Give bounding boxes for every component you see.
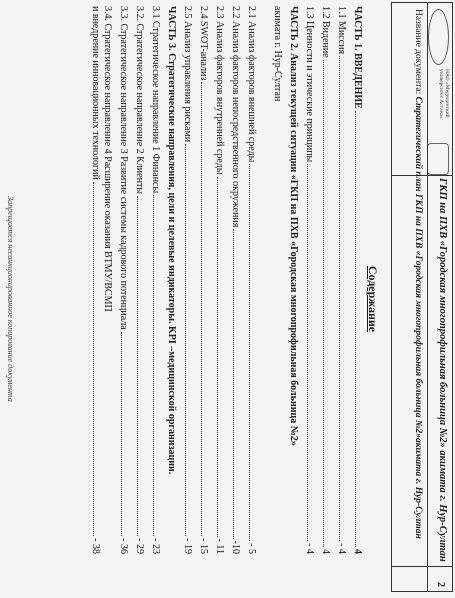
toc-entry (213, 6, 225, 554)
toc-entry (245, 6, 257, 554)
dot-leader (121, 332, 122, 536)
toc-entry-page: - 19 (182, 538, 193, 554)
toc-part-heading: ЧАСТЬ 3. Стратегические направления, цели и целевые индикаторы. KPI –медицинской организации. (166, 6, 177, 475)
toc-entry (351, 6, 363, 554)
toc-entry (149, 6, 161, 554)
toc-entry-page: - 5 (246, 543, 257, 554)
toc-entry-label: 2.2 Анализ факторов непосредственного окружения (230, 6, 241, 228)
toc-entry (89, 6, 101, 554)
toc-entry-page: - 36 (118, 538, 129, 554)
toc-entry (117, 6, 129, 554)
toc-entry (335, 6, 347, 554)
toc-entry-label: 2.1 Анализ факторов внешней среды (246, 6, 257, 163)
toc-entry-page: - 4 (304, 543, 315, 554)
table-of-contents (85, 6, 363, 554)
toc-entry-page: - 4 (336, 543, 347, 554)
toc-entry-label: 1.3 Ценности и этические принципы (304, 6, 315, 163)
toc-entry-label: ЧАСТЬ 1. ВВЕДЕНИЕ (352, 6, 363, 109)
page-number: 2 (435, 582, 446, 587)
document-name-prefix: Название документа: (413, 9, 423, 95)
document-header (391, 2, 453, 592)
toc-entry-page: - 23 (150, 538, 161, 554)
toc-entry (101, 6, 113, 554)
toc-entry-label: 3.3. Стратегическое направление 3 Развитие системы кадрового потенциала (118, 6, 129, 330)
toc-entry (229, 6, 241, 554)
header-divider (392, 566, 452, 567)
hospital-emblem-icon (427, 143, 449, 175)
toc-entry-label: 1.2 Видение (320, 6, 331, 58)
dot-leader (307, 164, 308, 541)
toc-title: Содержание (366, 265, 380, 333)
dot-leader (233, 229, 234, 538)
header-separator (427, 3, 428, 591)
dot-leader (323, 60, 324, 547)
toc-entry-page: - 15 (198, 538, 209, 554)
dot-leader (217, 177, 218, 537)
toc-entry-label: 3.2. Стратегическое направление 2 Клиенты (134, 6, 145, 195)
toc-entry-label: 2.3 Анализ факторов внутренней среды (214, 6, 225, 175)
toc-part-heading-continued: акимата г. Нур-Султан (272, 6, 283, 102)
toc-entry-page: - 11 (214, 538, 225, 554)
dot-leader (249, 164, 250, 541)
header-title: ГКП на ПХВ «Городская многопрофильная больница №2» акимата г. Нур-Султан (437, 178, 448, 562)
logo-caption: НАО «Медицинский университет Астана» (438, 69, 450, 119)
toc-entry-label: 2.5 Анализ управления рисками (182, 6, 193, 143)
toc-entry-label: 3.1 Стратегическое направление 1 Финансы (150, 6, 161, 194)
toc-entry (303, 6, 315, 554)
toc-entry-page: 4 (352, 549, 363, 554)
toc-part-heading: ЧАСТЬ 2. Анализ текущей ситуации «ГКП на ПХВ «Городская многопрофильная больница №2» (288, 6, 299, 446)
toc-entry-page: - 29 (134, 538, 145, 554)
toc-entry-label-continued: и внедрение инновационных технологий (90, 6, 101, 180)
toc-entry-label: 2.4 SWOT-анализ (198, 6, 209, 81)
spacer (257, 6, 267, 554)
toc-entry-label: 1.1 Миссия (336, 6, 347, 55)
dot-leader (137, 196, 138, 536)
toc-entry-page: -10 (230, 540, 241, 554)
dot-leader (153, 195, 154, 536)
toc-entry-page: 4 (320, 549, 331, 554)
toc-entry (197, 6, 209, 554)
dot-leader (201, 82, 202, 536)
document-name-line (413, 9, 423, 539)
university-logo (428, 9, 449, 65)
toc-entry (271, 6, 283, 554)
toc-entry (181, 6, 193, 554)
document-name: Стратегический план ГКП на ПХВ «Городская многопрофильная больница №2»акимата г. Нур-Султан (413, 96, 423, 539)
dot-leader (185, 144, 186, 536)
dot-leader (339, 56, 340, 541)
toc-entry-page: - 38 (90, 538, 101, 554)
dot-leader (355, 111, 356, 547)
toc-entry-label: 3.4. Стратегическое направление 4 Расширение оказания ВТМУ/ВСМП (102, 6, 113, 312)
toc-entry (133, 6, 145, 554)
dot-leader (93, 182, 94, 536)
toc-entry (319, 6, 331, 554)
copy-notice: Запрещается несанкционированное копирование документа (6, 196, 15, 402)
